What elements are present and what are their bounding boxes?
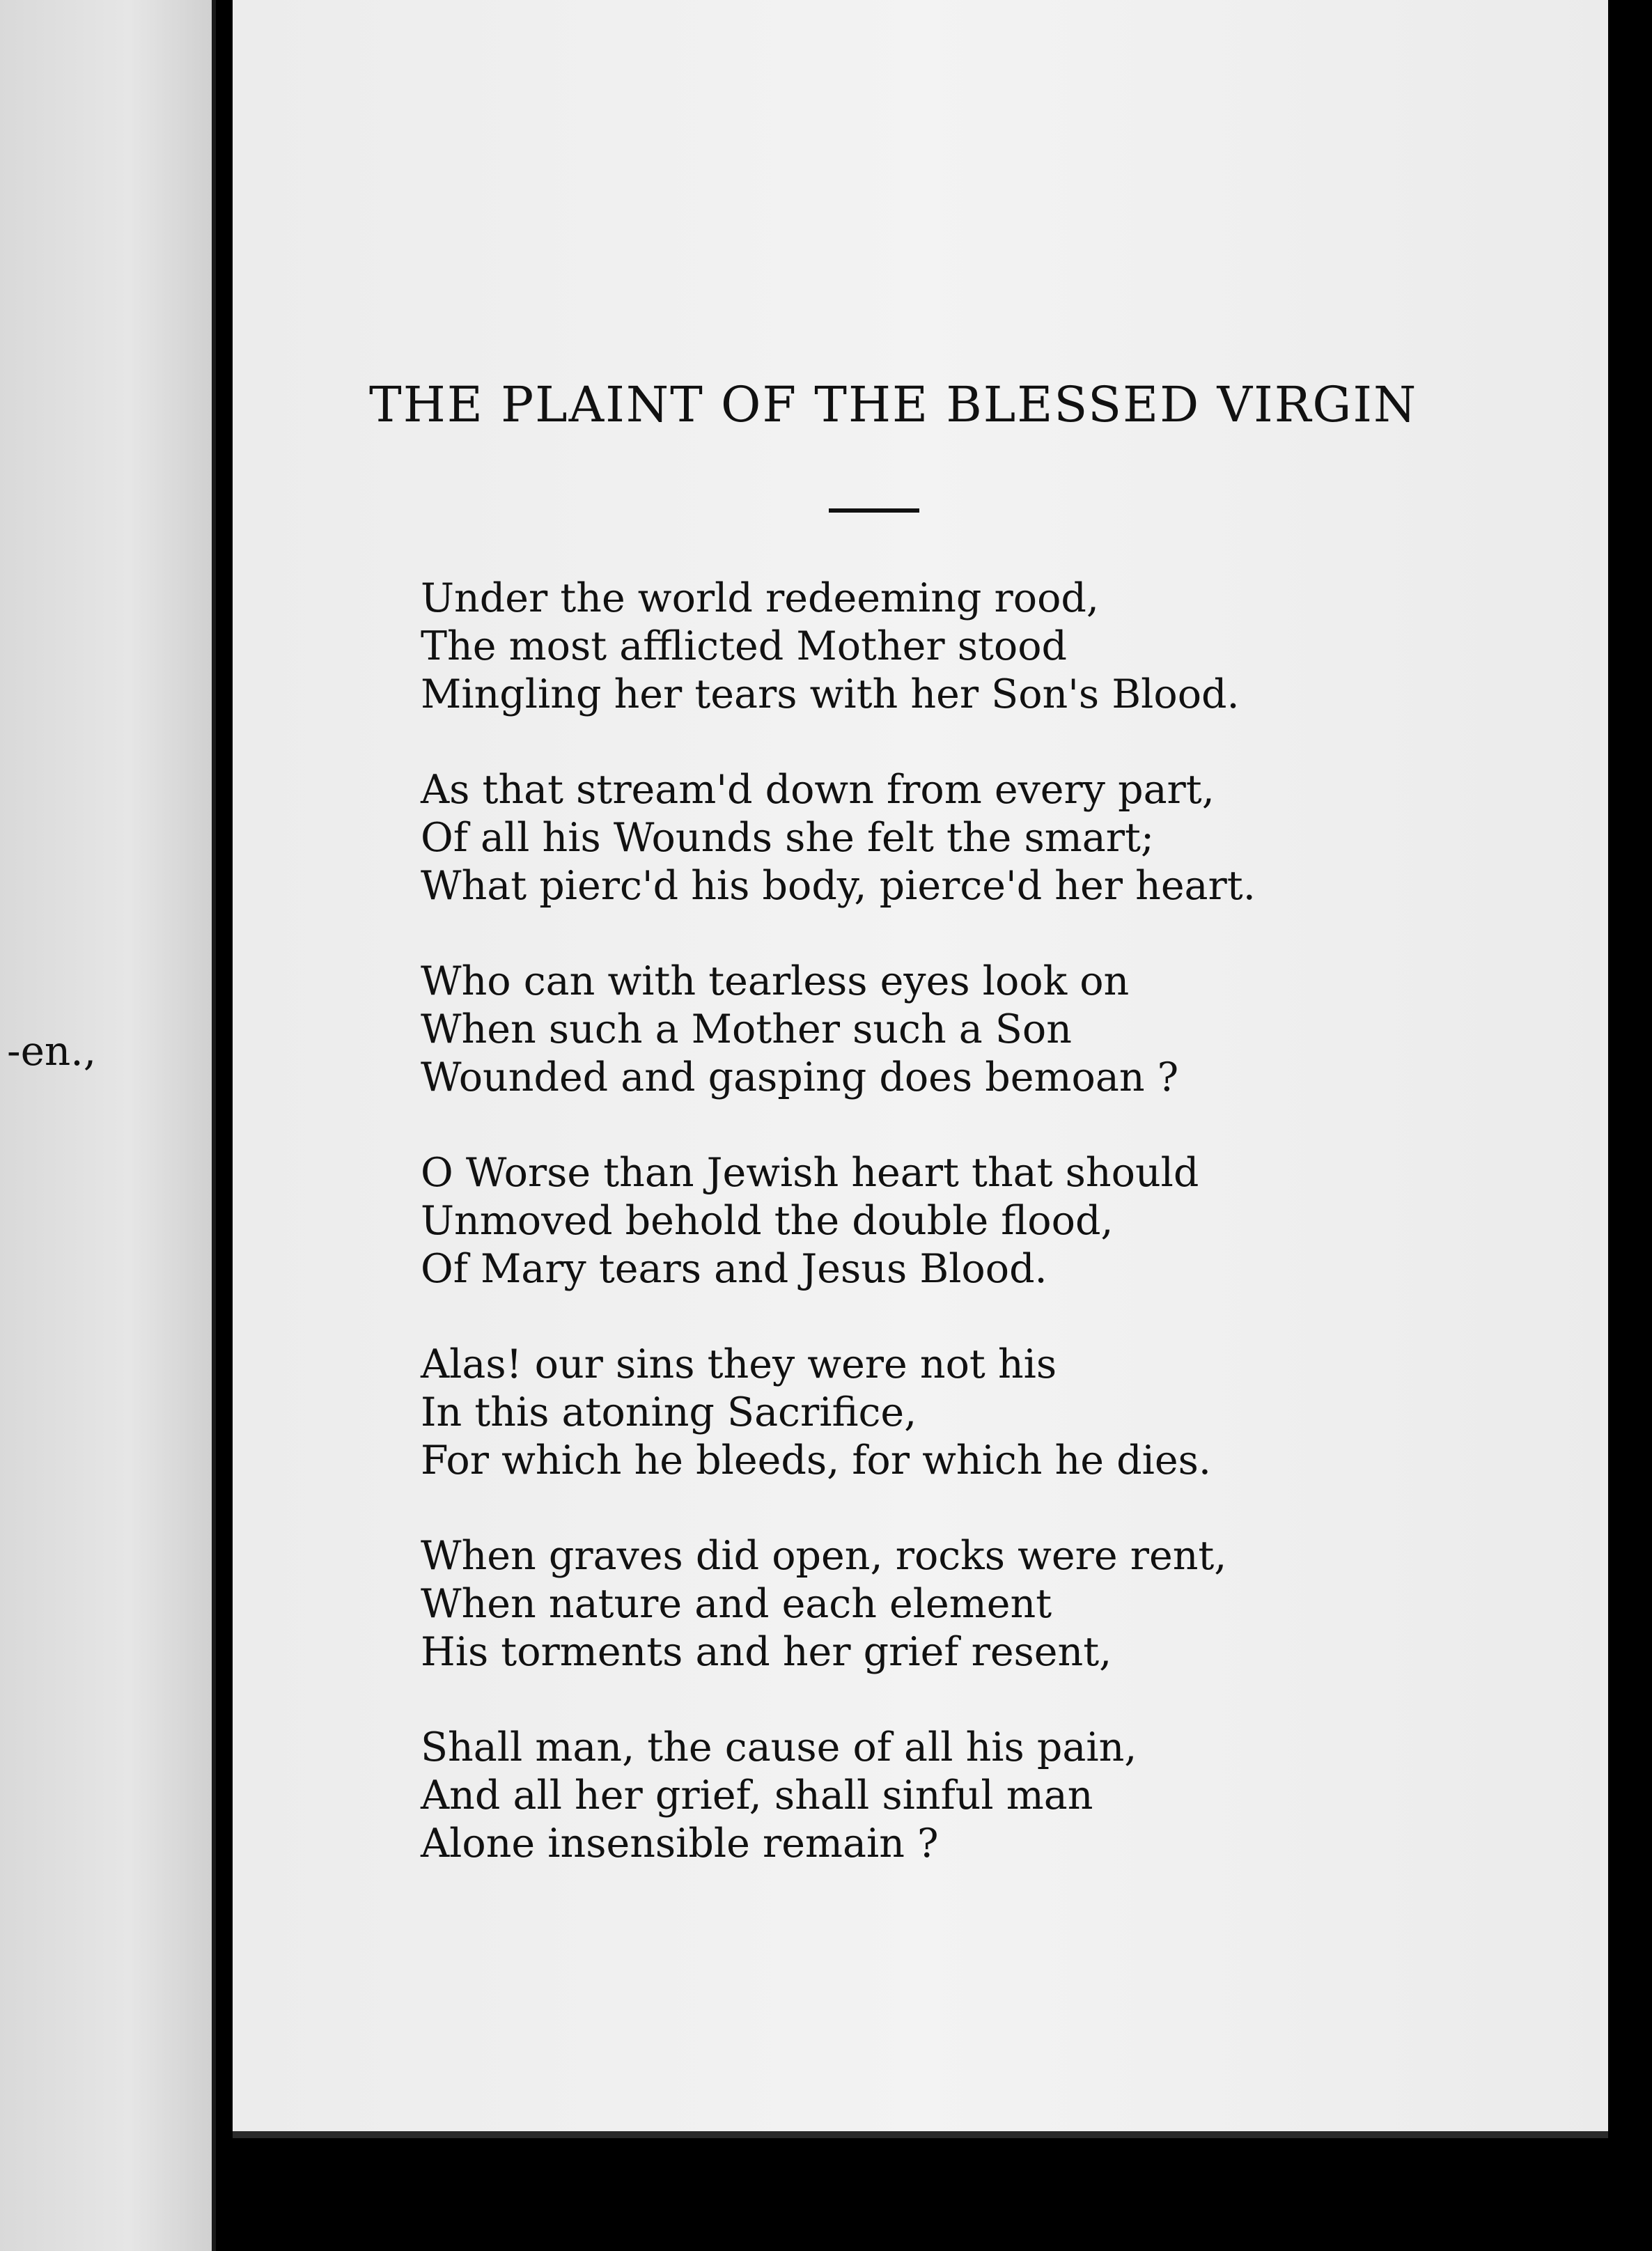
poem-line: What pierc'd his body, pierce'd her heart. [421, 863, 1256, 909]
left-page-text-fragment: -en., [7, 1027, 97, 1075]
stanza [421, 766, 1535, 910]
book-spine [216, 0, 233, 2251]
poem-line: When nature and each element [421, 1581, 1052, 1627]
poem-line: For which he bleeds, for which he dies. [421, 1438, 1211, 1483]
poem-line: When such a Mother such a Son [421, 1006, 1072, 1052]
stanza [421, 1724, 1535, 1868]
left-page [0, 0, 216, 2251]
poem-line: Wounded and gasping does bemoan ? [421, 1054, 1179, 1100]
right-page [233, 0, 1608, 2138]
poem-line: In this atoning Sacrifice, [421, 1389, 917, 1435]
poem-line: Under the world redeeming rood, [421, 575, 1100, 621]
poem-line: When graves did open, rocks were rent, [421, 1533, 1227, 1579]
poem-line: Alas! our sins they were not his [421, 1341, 1057, 1387]
poem-line: As that stream'd down from every part, [421, 767, 1215, 813]
poem-line: O Worse than Jewish heart that should [421, 1150, 1199, 1196]
stanza [421, 958, 1535, 1102]
poem-line: And all her grief, shall sinful man [421, 1773, 1093, 1818]
title-rule [829, 508, 919, 513]
stanza [421, 575, 1535, 719]
poem-line: Unmoved behold the double flood, [421, 1198, 1114, 1244]
stanza [421, 1532, 1535, 1676]
poem-line: Who can with tearless eyes look on [421, 958, 1130, 1004]
poem-line: Alone insensible remain ? [421, 1821, 939, 1867]
poem-line: His torments and her grief resent, [421, 1629, 1112, 1675]
poem-line: The most afflicted Mother stood [421, 623, 1068, 669]
stanza [421, 1149, 1535, 1293]
poem-body [421, 575, 1535, 1915]
poem-line: Of Mary tears and Jesus Blood. [421, 1246, 1047, 1292]
poem-line: Of all his Wounds she felt the smart; [421, 815, 1155, 861]
poem-title: THE PLAINT OF THE BLESSED VIRGIN [369, 376, 1418, 433]
poem-line: Mingling her tears with her Son's Blood. [421, 671, 1240, 717]
poem-line: Shall man, the cause of all his pain, [421, 1724, 1137, 1770]
stanza [421, 1341, 1535, 1485]
